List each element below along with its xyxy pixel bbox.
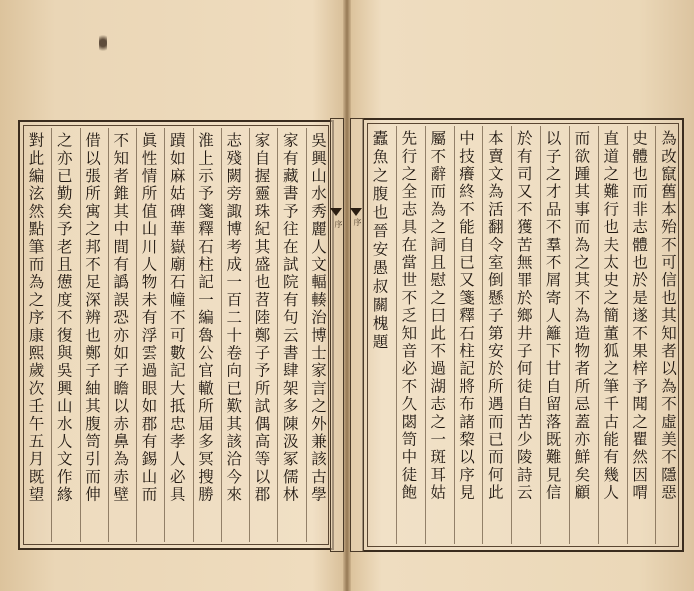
fold-margin-strip (350, 118, 364, 552)
text-column: 吳興山水秀麗人文輻輳治博士家言之外兼該古學 (306, 128, 329, 542)
text-column: 志殘闕旁諏博考成一百二十卷向已歎其該洽今來 (221, 128, 244, 542)
text-column: 眞性情所值山川人物未有浮雲過眼如郡有錫山而 (136, 128, 159, 542)
fold-margin-strip (330, 118, 344, 552)
text-column: 先行之全志具在當世不乏知音必不久閟笥中徒飽 (396, 126, 419, 544)
fold-label: 序 (353, 218, 362, 226)
fold-label: 序 (334, 220, 343, 228)
text-column: 不知者錐其中間有譌誤恐亦如子瞻以赤鼻為赤壁 (108, 128, 131, 542)
text-column: 而欲踵其事而為之其不為造物者所忌蓋亦鮮矣顧 (569, 126, 592, 544)
text-column: 家有藏書予往在試院有句云書肆架多陳汲冢儒林 (277, 128, 300, 542)
left-page (0, 0, 346, 591)
text-column: 史體也而非志體也於是遂不果梓予聞之瞿然因喟 (627, 126, 650, 544)
text-column: 之亦已勤矣予老且憊度不復與吳興山水人文作緣 (51, 128, 74, 542)
text-column: 蹟如麻姑碑華嶽廟石幢不可數記大抵忠孝人必具 (164, 128, 187, 542)
text-column: 中技癢終不能自已又箋釋石柱記將布諸棃以序見 (454, 126, 477, 544)
signature-column: 蠹魚之腹也晉安愚叔關槐題 (370, 130, 389, 352)
text-column: 淮上示予箋釋石柱記一編魯公官轍所届多冥搜勝 (193, 128, 216, 542)
right-page (348, 0, 694, 591)
left-columns (24, 128, 328, 542)
text-column: 家自握靈珠紀其盛也苕陸鄭子予所試偶高等以郡 (249, 128, 272, 542)
text-column: 直道之難行也夫太史之簡董狐之筆千古能有幾人 (598, 126, 621, 544)
right-text-frame (362, 118, 684, 552)
text-column: 借以張所寓之邦不足深辨也鄭子紬其腹笥引而伸 (80, 128, 103, 542)
text-column: 本賣文為活翻令室倒懸子第安於所遇而已而何此 (482, 126, 505, 544)
fish-tail-mark-icon (330, 208, 342, 216)
text-column: 於有司又不獲苦無罪於鄉井子何徒自苦少陵詩云 (511, 126, 534, 544)
text-column: 以子之才品不羣不屑寄人籬下甘自留落既難見信 (540, 126, 563, 544)
text-column: 屬不辭而為之詞且慰之曰此不過湖志之一斑耳姑 (425, 126, 448, 544)
text-column: 對此編泫然點筆而為之序康熙歲次壬午五月既望 (26, 132, 45, 504)
text-column: 為改竄舊本殆不可信也其知者以為不虛美不隱惡 (655, 126, 678, 544)
right-columns (368, 126, 678, 544)
left-text-frame (18, 120, 334, 550)
fish-tail-mark-icon (350, 208, 362, 216)
